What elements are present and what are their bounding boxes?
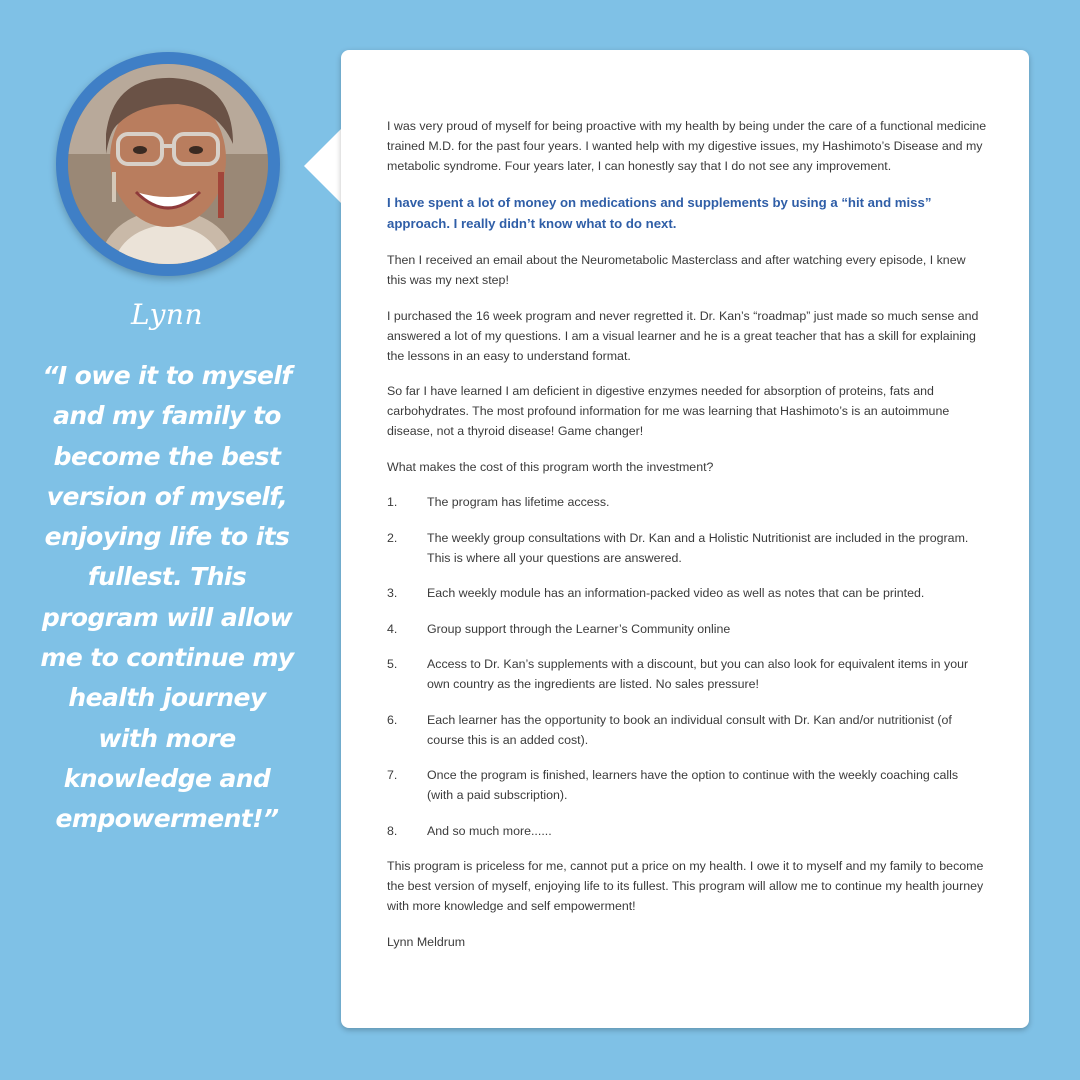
list-item: [387, 654, 987, 694]
testimonial-closing: This program is priceless for me, cannot put a price on my health. I owe it to myself and my family to become the best version of myself, enjoying life to its fullest. This program will allow me to continue my health journey with more knowledge and self empowerment!: [387, 859, 984, 913]
testimonial-question: What makes the cost of this program worth the investment?: [387, 459, 714, 474]
testimonial-pull-quote: “I owe it to myself and my family to become the best version of myself, enjoying life to its fullest. This program will allow me to continue my health journey with more knowledge and empowerment!”: [40, 361, 294, 834]
testimonial-highlight-paragraph: I have spent a lot of money on medications and supplements by using a “hit and miss” approach. I really didn’t know what to do next.: [387, 194, 932, 231]
testimonial-signature: Lynn Meldrum: [387, 934, 466, 949]
list-item: [387, 583, 987, 603]
avatar-photo-icon: [68, 64, 268, 264]
list-item-text: Once the program is finished, learners have the option to continue with the weekly coaching calls (with a paid subscription).: [427, 768, 959, 802]
list-item-text: The program has lifetime access.: [427, 495, 610, 509]
list-item-number: 8.: [387, 823, 398, 838]
list-item-number: 6.: [387, 712, 398, 727]
list-item: [387, 492, 987, 512]
list-item-text: Each weekly module has an information-packed video as well as notes that can be printed.: [427, 586, 925, 600]
list-item-number: 2.: [387, 530, 398, 545]
speech-bubble-pointer: [304, 128, 342, 204]
list-item-text: Group support through the Learner’s Community online: [427, 621, 731, 636]
testimonial-paragraph: Then I received an email about the Neurometabolic Masterclass and after watching every episode, I knew this was my next step!: [387, 253, 966, 287]
benefits-list: [387, 492, 987, 841]
list-item: [387, 619, 987, 639]
list-item-number: 4.: [387, 621, 398, 636]
list-item-number: 1.: [387, 495, 398, 509]
list-item: [387, 528, 987, 568]
list-item-text: The weekly group consultations with Dr. Kan and a Holistic Nutritionist are included in the program. This is where all your questions are answered.: [427, 530, 969, 565]
testimonial-paragraph: So far I have learned I am deficient in digestive enzymes needed for absorption of proteins, fats and carbohydrates. The most profound information for me was learning that Hashimoto’s is an autoimmune disease, not a thyroid disease! Game changer!: [387, 384, 950, 438]
testimonial-body: [387, 116, 987, 967]
list-item: [387, 765, 987, 805]
list-item-number: 5.: [387, 657, 398, 671]
list-item-text: Each learner has the opportunity to book an individual consult with Dr. Kan and/or nutritionist (of course this is an added cost).: [427, 712, 952, 747]
list-item-text: Access to Dr. Kan’s supplements with a discount, but you can also look for equivalent items in your own country as the ingredients are listed. No sales pressure!: [427, 657, 969, 691]
list-item-number: 7.: [387, 768, 398, 782]
list-item-text: And so much more......: [427, 823, 552, 838]
testimonial-author-name: Lynn: [131, 298, 203, 331]
testimonial-paragraph: I purchased the 16 week program and never regretted it. Dr. Kan’s “roadmap” just made so much sense and answered a lot of my questions. I am a visual learner and he is a great teacher that has a skill for explaining the lessons in an easy to understand format.: [387, 308, 979, 363]
list-item-number: 3.: [387, 586, 398, 600]
testimonial-paragraph: I was very proud of myself for being proactive with my health by being under the care of a functional medicine trained M.D. for the past four years. I wanted help with my digestive issues, my Hashimoto’s Disease and my metabolic syndrome. Four years later, I can honestly say that I do not see any improvement.: [387, 119, 987, 173]
list-item: [387, 710, 987, 750]
avatar-ring: [56, 52, 280, 276]
avatar: [68, 64, 268, 264]
list-item: [387, 821, 987, 841]
